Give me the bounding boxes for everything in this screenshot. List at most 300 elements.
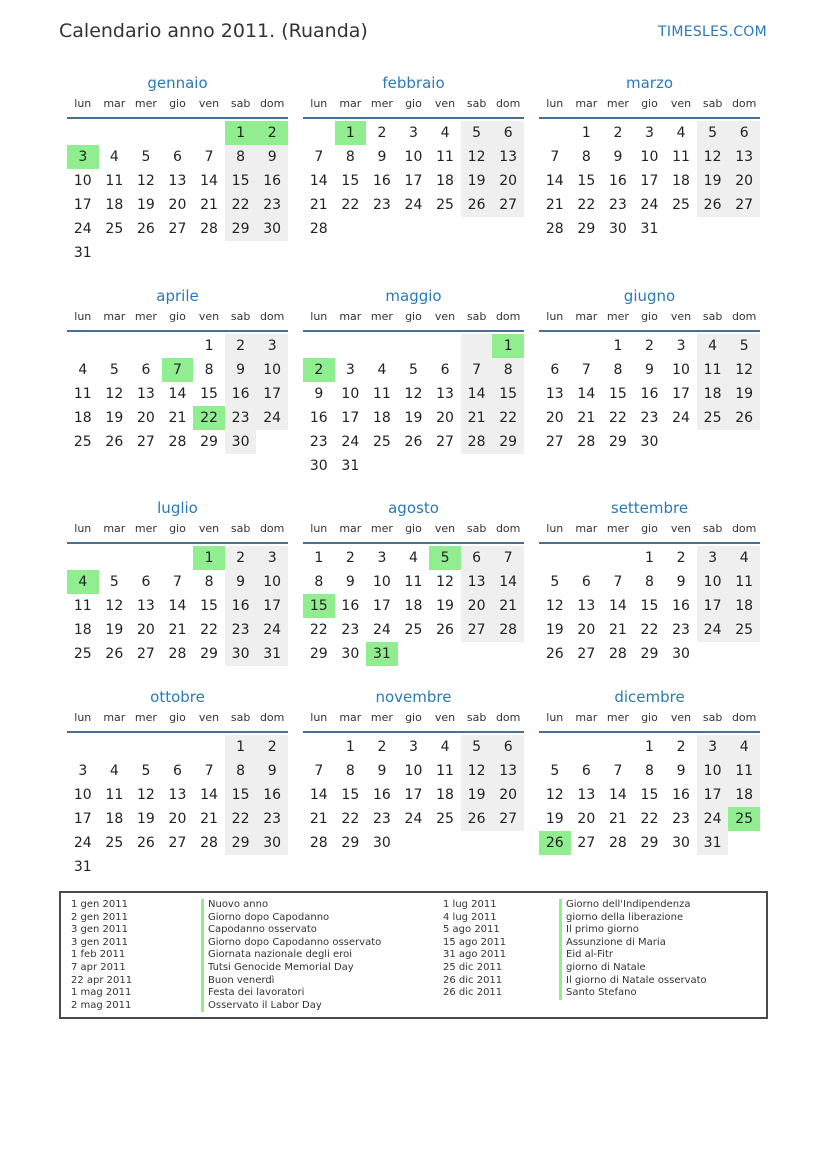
day-cell: 25	[436, 197, 454, 213]
weekday-label: gio	[641, 711, 658, 724]
day-cell: 5	[697, 121, 729, 145]
weekday-label: gio	[169, 97, 186, 110]
day-cell: 27	[168, 221, 187, 237]
day-cell: 23	[372, 811, 391, 827]
weekday-label: mar	[575, 310, 598, 323]
day-cell: 15	[341, 173, 360, 189]
day-cell: 16	[372, 787, 391, 803]
day-cell: 8	[204, 574, 214, 590]
day-cell: 7	[314, 149, 324, 165]
day-cell: 25	[697, 406, 729, 430]
empty-cell	[697, 217, 729, 241]
empty-cell	[429, 454, 461, 478]
empty-cell	[602, 735, 634, 759]
day-cell: 28	[461, 430, 493, 454]
day-cell: 6	[492, 121, 524, 145]
day-cell: 27	[492, 807, 524, 831]
weekday-label: gio	[405, 522, 422, 535]
month-luglio	[67, 497, 288, 666]
legend-date: 1 lug 2011	[443, 899, 497, 910]
day-cell: 26	[461, 807, 493, 831]
day-cell: 19	[136, 197, 155, 213]
day-cell: 2	[613, 125, 623, 141]
day-cell: 5	[409, 362, 418, 378]
page-title: Calendario anno 2011. (Ruanda)	[59, 20, 368, 42]
day-cell: 11	[73, 386, 92, 402]
empty-cell	[99, 241, 131, 265]
day-cell: 12	[545, 598, 564, 614]
day-cell: 1	[645, 739, 654, 755]
day-cell: 28	[168, 646, 187, 662]
day-cell: 8	[492, 358, 524, 382]
weekday-label: sab	[230, 522, 251, 535]
day-cell: 22	[341, 197, 360, 213]
empty-cell	[303, 121, 335, 145]
month-ottobre	[67, 686, 288, 879]
day-cell: 15	[200, 598, 218, 614]
day-cell: 19	[697, 169, 729, 193]
day-cell: 20	[492, 169, 524, 193]
day-cell: 27	[577, 646, 596, 662]
day-cell: 24	[341, 434, 360, 450]
empty-cell	[429, 642, 461, 666]
day-cell: 6	[728, 121, 760, 145]
day-cell: 14	[545, 173, 564, 189]
empty-cell	[697, 430, 729, 454]
weekday-label: mer	[134, 711, 157, 724]
empty-cell	[492, 642, 524, 666]
weekday-label: mar	[339, 522, 362, 535]
day-cell: 7	[461, 358, 493, 382]
day-cell: 13	[136, 386, 155, 402]
weekday-label: ven	[198, 522, 220, 535]
day-cell: 11	[372, 386, 391, 402]
day-cell: 25	[372, 434, 391, 450]
day-cell: 16	[672, 787, 690, 803]
day-cell: 8	[345, 149, 355, 165]
legend-dates-left	[71, 899, 132, 1012]
day-cell: 28	[492, 618, 524, 642]
weekday-label: ven	[198, 310, 220, 323]
day-cell: 25	[105, 835, 124, 851]
month-name: febbraio	[382, 74, 445, 92]
day-grid	[303, 546, 524, 666]
weekday-label: ven	[670, 97, 692, 110]
day-cell: 4	[440, 739, 450, 755]
month-febbraio	[303, 72, 524, 241]
day-cell: 8	[204, 362, 214, 378]
empty-cell	[256, 430, 288, 454]
weekday-label: dom	[495, 522, 521, 535]
empty-cell	[366, 217, 398, 241]
day-cell: 25	[73, 646, 92, 662]
day-cell: 21	[200, 811, 218, 827]
weekday-header	[303, 711, 524, 733]
empty-cell	[193, 855, 225, 879]
day-cell: 13	[545, 386, 564, 402]
empty-cell	[162, 241, 194, 265]
day-cell: 21	[461, 406, 493, 430]
weekday-label: gio	[641, 97, 658, 110]
weekday-label: sab	[702, 711, 723, 724]
day-cell: 14	[200, 173, 218, 189]
day-cell: 24	[404, 197, 423, 213]
month-novembre	[303, 686, 524, 855]
weekday-label: mer	[606, 310, 629, 323]
legend-holiday-name: Giorno dopo Capodanno	[201, 912, 381, 925]
day-cell: 14	[309, 787, 328, 803]
day-cell: 9	[225, 570, 257, 594]
day-cell: 11	[105, 787, 124, 803]
day-cell: 27	[136, 646, 155, 662]
empty-cell	[225, 241, 257, 265]
month-settembre	[539, 497, 760, 666]
day-cell: 29	[577, 221, 596, 237]
weekday-label: mar	[575, 522, 598, 535]
day-cell: 18	[697, 382, 729, 406]
day-cell: 17	[640, 173, 659, 189]
empty-cell	[728, 217, 760, 241]
empty-cell	[99, 855, 131, 879]
weekday-label: sab	[466, 310, 487, 323]
day-cell: 3	[78, 763, 88, 779]
day-cell: 4	[728, 546, 760, 570]
day-cell: 24	[372, 622, 391, 638]
legend-holiday-name: Osservato il Labor Day	[201, 1000, 381, 1013]
day-cell: 17	[404, 173, 423, 189]
legend-date: 25 dic 2011	[443, 961, 503, 973]
day-cell: 16	[256, 169, 288, 193]
day-cell: 28	[608, 646, 627, 662]
empty-cell	[193, 735, 225, 759]
day-cell: 28	[200, 835, 218, 851]
day-cell: 15	[341, 787, 360, 803]
empty-cell	[539, 546, 571, 570]
weekday-label: mar	[575, 711, 598, 724]
day-cell: 27	[136, 434, 155, 450]
weekday-label: sab	[702, 97, 723, 110]
day-cell: 20	[545, 410, 564, 426]
empty-cell	[67, 334, 99, 358]
weekday-label: mer	[370, 522, 393, 535]
weekday-label: gio	[405, 711, 422, 724]
day-cell: 18	[73, 410, 92, 426]
empty-cell	[162, 855, 194, 879]
weekday-header	[539, 310, 760, 332]
weekday-label: mar	[103, 711, 126, 724]
day-cell: 25	[436, 811, 454, 827]
day-cell: 20	[728, 169, 760, 193]
day-cell: 29	[608, 434, 627, 450]
weekday-label: mar	[339, 97, 362, 110]
brand-logo-text[interactable]: TIMESLES.COM	[658, 24, 767, 40]
day-cell: 11	[404, 574, 423, 590]
weekday-header	[303, 522, 524, 544]
day-cell: 11	[728, 759, 760, 783]
day-cell: 24	[73, 221, 92, 237]
day-cell: 26	[136, 221, 155, 237]
day-cell: 19	[461, 783, 493, 807]
day-cell: 14	[200, 787, 218, 803]
day-cell: 21	[577, 410, 596, 426]
empty-cell	[429, 831, 461, 855]
day-cell: 20	[492, 783, 524, 807]
day-cell: 24	[73, 835, 92, 851]
weekday-label: lun	[546, 711, 564, 724]
day-cell: 23	[256, 193, 288, 217]
day-cell: 2	[377, 739, 387, 755]
day-cell: 9	[314, 386, 324, 402]
empty-cell	[697, 642, 729, 666]
day-cell: 30	[341, 646, 360, 662]
day-cell: 16	[640, 386, 659, 402]
day-cell: 25	[105, 221, 124, 237]
day-cell: 31	[366, 642, 398, 666]
day-cell: 26	[404, 434, 423, 450]
legend-holiday-name: giorno della liberazione	[559, 912, 707, 925]
day-cell: 17	[697, 594, 729, 618]
day-cell: 24	[404, 811, 423, 827]
weekday-label: ven	[434, 522, 456, 535]
weekday-label: dom	[495, 711, 521, 724]
weekday-label: dom	[731, 522, 757, 535]
day-cell: 9	[645, 362, 654, 378]
weekday-label: ven	[434, 97, 456, 110]
day-cell: 22	[225, 193, 257, 217]
legend-date: 26 dic 2011	[443, 987, 503, 999]
day-cell: 6	[173, 149, 182, 165]
weekday-label: mar	[339, 310, 362, 323]
legend-holiday-name: Santo Stefano	[559, 987, 707, 1000]
day-cell: 30	[608, 221, 627, 237]
day-cell: 4	[409, 550, 418, 566]
day-cell: 29	[309, 646, 328, 662]
day-cell: 16	[256, 783, 288, 807]
day-cell: 18	[728, 594, 760, 618]
day-grid	[303, 121, 524, 241]
day-cell: 23	[640, 410, 659, 426]
empty-cell	[429, 217, 461, 241]
day-cell: 15	[225, 783, 257, 807]
legend-date: 31 ago 2011	[443, 949, 507, 961]
day-cell: 12	[436, 574, 454, 590]
day-cell: 29	[225, 831, 257, 855]
day-cell: 10	[256, 358, 288, 382]
empty-cell	[335, 217, 367, 241]
day-cell: 31	[640, 221, 659, 237]
day-cell: 19	[461, 169, 493, 193]
day-cell: 10	[372, 574, 391, 590]
day-cell: 26	[436, 622, 454, 638]
day-cell: 5	[109, 574, 119, 590]
day-cell: 13	[728, 145, 760, 169]
day-cell: 15	[225, 169, 257, 193]
day-cell: 8	[345, 763, 355, 779]
day-cell: 21	[309, 197, 328, 213]
empty-cell	[366, 334, 398, 358]
day-grid	[303, 334, 524, 478]
day-cell: 9	[225, 358, 257, 382]
empty-cell	[429, 334, 461, 358]
day-cell: 14	[309, 173, 328, 189]
empty-cell	[728, 642, 760, 666]
empty-cell	[193, 121, 225, 145]
legend-date: 1 mag 2011	[71, 987, 132, 999]
day-grid	[67, 735, 288, 879]
day-cell: 30	[309, 458, 328, 474]
day-cell: 14	[168, 386, 187, 402]
empty-cell	[99, 121, 131, 145]
empty-cell	[571, 735, 603, 759]
day-cell: 8	[581, 149, 591, 165]
day-cell: 24	[697, 807, 729, 831]
month-name: ottobre	[150, 688, 205, 706]
day-cell: 10	[697, 570, 729, 594]
day-cell: 1	[225, 735, 257, 759]
weekday-label: mar	[103, 310, 126, 323]
day-cell: 21	[608, 811, 627, 827]
day-cell: 25	[728, 807, 760, 831]
day-cell: 9	[676, 763, 686, 779]
day-cell: 17	[697, 783, 729, 807]
day-cell: 29	[640, 835, 659, 851]
day-cell: 17	[73, 197, 92, 213]
empty-cell	[398, 454, 430, 478]
day-grid	[539, 735, 760, 855]
day-cell: 26	[105, 434, 124, 450]
weekday-label: ven	[198, 711, 220, 724]
day-cell: 5	[429, 546, 461, 570]
day-grid	[67, 121, 288, 265]
weekday-label: mar	[339, 711, 362, 724]
day-cell: 23	[672, 622, 690, 638]
day-cell: 19	[545, 622, 564, 638]
day-cell: 25	[404, 622, 423, 638]
legend-holiday-name: Giornata nazionale degli eroi	[201, 949, 381, 962]
legend-names-left	[201, 899, 381, 1012]
day-grid	[67, 546, 288, 666]
legend-holiday-name: Eid al-Fitr	[559, 949, 707, 962]
day-cell: 22	[225, 807, 257, 831]
empty-cell	[130, 241, 162, 265]
day-cell: 26	[136, 835, 155, 851]
legend-names-right	[559, 899, 707, 1000]
day-cell: 25	[73, 434, 92, 450]
legend-date: 26 dic 2011	[443, 974, 503, 986]
day-cell: 26	[461, 193, 493, 217]
day-cell: 26	[105, 646, 124, 662]
day-cell: 17	[672, 386, 690, 402]
day-cell: 21	[200, 197, 218, 213]
month-name: dicembre	[614, 688, 685, 706]
empty-cell	[335, 334, 367, 358]
weekday-header	[67, 711, 288, 733]
day-cell: 1	[581, 125, 591, 141]
day-grid	[539, 334, 760, 454]
legend-holiday-name: Giorno dell'Indipendenza	[559, 899, 707, 912]
weekday-label: mer	[606, 522, 629, 535]
day-cell: 8	[314, 574, 324, 590]
day-cell: 20	[136, 410, 155, 426]
empty-cell	[99, 546, 131, 570]
month-agosto	[303, 497, 524, 666]
legend-holiday-name: Capodanno osservato	[201, 924, 381, 937]
legend-date: 5 ago 2011	[443, 924, 500, 936]
day-cell: 27	[577, 835, 596, 851]
weekday-header	[539, 711, 760, 733]
day-cell: 3	[676, 338, 686, 354]
weekday-header	[303, 97, 524, 119]
day-cell: 27	[461, 618, 493, 642]
empty-cell	[492, 831, 524, 855]
day-cell: 30	[672, 835, 690, 851]
day-cell: 23	[341, 622, 360, 638]
day-cell: 29	[640, 646, 659, 662]
day-cell: 22	[200, 622, 218, 638]
weekday-label: mer	[134, 97, 157, 110]
day-grid	[67, 334, 288, 454]
legend-holiday-name: Nuovo anno	[201, 899, 381, 912]
day-cell: 23	[225, 406, 257, 430]
weekday-label: lun	[310, 97, 328, 110]
month-name: settembre	[610, 499, 689, 517]
legend-holiday-name: Il giorno di Natale osservato	[559, 975, 707, 988]
day-cell: 27	[168, 835, 187, 851]
day-cell: 31	[73, 859, 92, 875]
day-cell: 20	[577, 622, 596, 638]
day-cell: 28	[309, 835, 328, 851]
day-cell: 7	[492, 546, 524, 570]
legend-date: 1 feb 2011	[71, 949, 126, 961]
empty-cell	[162, 121, 194, 145]
day-cell: 2	[676, 739, 686, 755]
day-cell: 24	[672, 410, 690, 426]
day-grid	[303, 735, 524, 855]
weekday-label: gio	[405, 97, 422, 110]
day-cell: 8	[645, 763, 654, 779]
month-name: aprile	[156, 287, 199, 305]
empty-cell	[193, 241, 225, 265]
day-cell: 18	[436, 787, 454, 803]
day-cell: 7	[162, 358, 194, 382]
day-cell: 7	[204, 763, 214, 779]
day-cell: 4	[78, 362, 88, 378]
day-cell: 11	[697, 358, 729, 382]
day-cell: 8	[225, 759, 257, 783]
day-cell: 21	[168, 410, 187, 426]
weekday-label: gio	[169, 522, 186, 535]
month-name: luglio	[157, 499, 198, 517]
empty-cell	[665, 217, 697, 241]
day-cell: 18	[404, 598, 423, 614]
weekday-label: sab	[702, 522, 723, 535]
empty-cell	[130, 121, 162, 145]
day-cell: 4	[377, 362, 387, 378]
legend-holiday-name: Buon venerdì	[201, 975, 381, 988]
day-cell: 13	[168, 787, 187, 803]
weekday-label: gio	[169, 711, 186, 724]
weekday-label: ven	[670, 711, 692, 724]
day-cell: 8	[645, 574, 654, 590]
day-cell: 24	[256, 618, 288, 642]
day-cell: 19	[404, 410, 423, 426]
weekday-label: dom	[259, 97, 285, 110]
day-cell: 14	[492, 570, 524, 594]
day-cell: 30	[225, 642, 257, 666]
day-cell: 31	[256, 642, 288, 666]
day-cell: 7	[550, 149, 560, 165]
day-cell: 9	[345, 574, 355, 590]
